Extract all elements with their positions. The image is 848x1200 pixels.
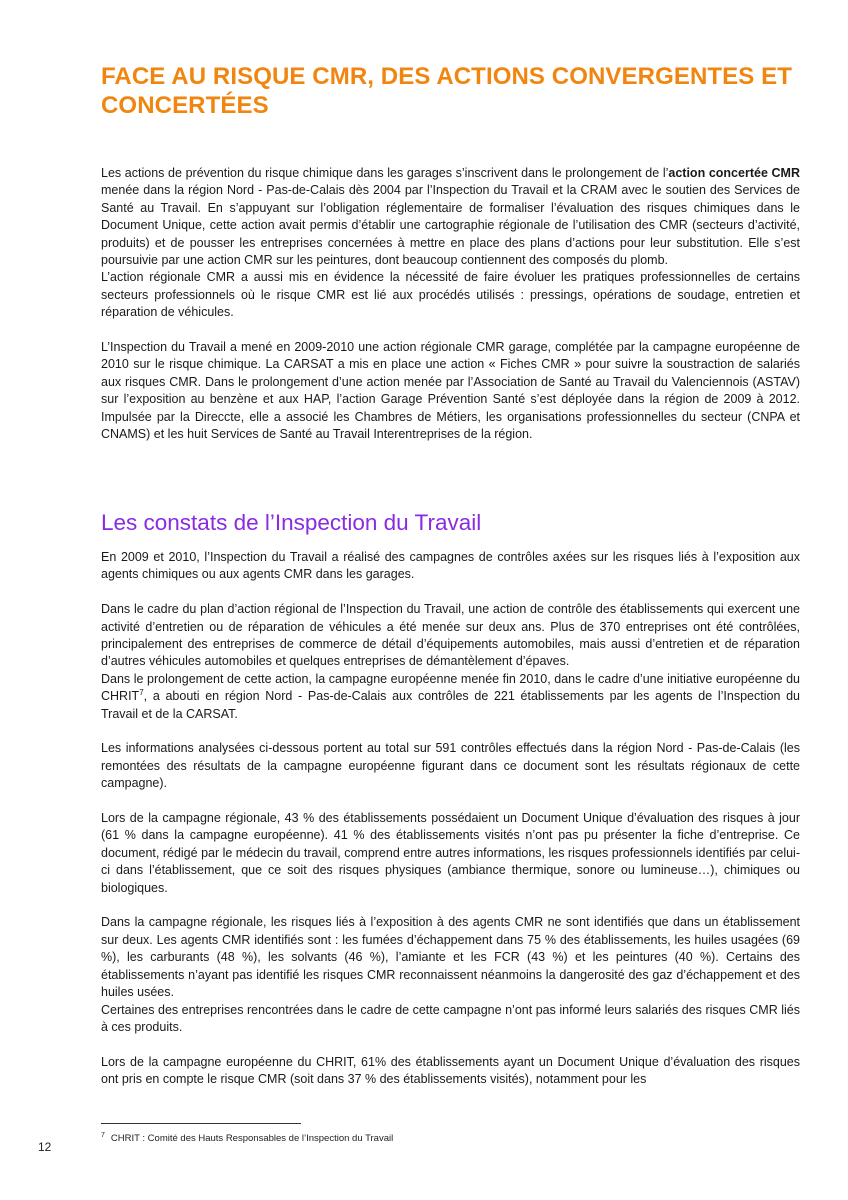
bold-term: action concertée CMR — [668, 166, 801, 180]
intro-text — [101, 165, 800, 461]
section-text — [101, 549, 800, 1089]
page-title: FACE AU RISQUE CMR, DES ACTIONS CONVERGENTES ET CONCERTÉES — [101, 63, 792, 119]
section-paragraph-1: En 2009 et 2010, l’Inspection du Travail a réalisé des campagnes de contrôles axées sur les risques liés à l’exposition aux agents chimiques ou aux agents CMR dans les garages. — [101, 550, 800, 582]
footnote-text: CHRIT : Comité des Hauts Responsables de l’Inspection du Travail — [110, 1133, 394, 1145]
section-title: Les constats de l’Inspection du Travail — [101, 510, 482, 535]
footnote-mark: 7 — [101, 1132, 105, 1139]
section-paragraph-4: Les informations analysées ci-dessous portent au total sur 591 contrôles effectués dans la région Nord - Pas-de-Calais (les remontées des résultats de la campagne européenne figurant dans ce document sont les résultats régionaux de cette campagne). — [101, 741, 800, 791]
page-number: 12 — [38, 1140, 52, 1154]
section-paragraph-7: Certaines des entreprises rencontrées dans le cadre de cette campagne n’ont pas informé leurs salariés des risques CMR liés à ces produits. — [101, 1002, 800, 1034]
intro-paragraph-3: L’Inspection du Travail a mené en 2009-2010 une action régionale CMR garage, complétée par la campagne européenne de 2010 sur le risque chimique. La CARSAT a mis en place une action « Fiches CMR » pour suivre la soustraction de salariés aux risques CMR. Dans le prolongement d’une action menée par l’Association de Santé au Travail du Valenciennois (ASTAV) sur l’exposition au benzène et aux HAP, l’action Garage Prévention Santé s’est déployée dans la région de 2009 à 2012. Impulsée par la Direccte, elle a associé les Chambres de Métiers, les organisations professionnelles du secteur (CNPA et CNAMS) et les huit Services de Santé au Travail Interentreprises de la région. — [101, 340, 800, 442]
footnote-divider — [101, 1123, 301, 1124]
section-paragraph-8: Lors de la campagne européenne du CHRIT, 61% des établissements ayant un Document Unique d’évaluation des risques ont pris en compte le risque CMR (soit dans 37 % des établissements visités), notamment pour les — [101, 1054, 800, 1087]
section-paragraph-5: Lors de la campagne régionale, 43 % des établissements possédaient un Document Unique d’évaluation des risques à jour (61 % dans la campagne européenne). 41 % des établissements visités n’ont pas pu présenter la fiche d’entreprise. Ce document, rédigé par le médecin du travail, comprend entre autres informations, les risques professionnels identifiés par celui-ci dans l’établissement, que ce soit des risques physiques (ambiance thermique, sonore ou lumineuse…), chimiques ou biologiques. — [101, 811, 800, 895]
intro-paragraph-1: Les actions de prévention du risque chimique dans les garages s’inscrivent dans le prolongement de l’action concertée CMR menée dans la région Nord - Pas-de-Calais dès 2004 par l’Inspection du Travail et la CRAM avec le soutien des Services de Santé au Travail. En s’appuyant sur l’obligation réglementaire de formaliser l’évaluation des risques chimiques dans le Document Unique, cette action avait permis d’établir une cartographie régionale de l’utilisation des CMR (secteurs d’activité, produits) et de pousser les entreprises concernées à mettre en place des plans d’actions pour leur substitution. Elle s’est poursuivie par une action CMR sur les peintures, dont beaucoup contiennent des composés du plomb. — [101, 166, 801, 268]
footnote — [101, 1130, 393, 1145]
section-paragraph-3: Dans le prolongement de cette action, la campagne européenne menée fin 2010, dans le cadre d’une initiative européenne du CHRIT$^7$, a abouti en région Nord - Pas-de-Calais aux contrôles de 221 établissements par les agents de l’Inspection du Travail et de la CARSAT. — [101, 671, 800, 721]
footnote-reference: 7 — [139, 688, 144, 698]
section-paragraph-2: Dans le cadre du plan d’action régional de l’Inspection du Travail, une action de contrôle des établissements qui exercent une activité d’entretien ou de réparation de véhicules a été menée sur deux ans. Plus de 370 entreprises ont été contrôlées, principalement des entreprises de commerce de détail d’équipements automobiles, mais aussi d’entretien et de réparation d’autres véhicules automobiles et quelques entreprises de démantèlement d’épaves. — [101, 602, 800, 669]
section-paragraph-6: Dans la campagne régionale, les risques liés à l’exposition à des agents CMR ne sont identifiés que dans un établissement sur deux. Les agents CMR identifiés sont : les fumées d’échappement dans 75 % des établissements, les huiles usagées (69 %), les carburants (48 %), les solvants (46 %), l’amiante et les FCR (43 %) et les peintures (40 %). Certains des établissements n’ayant pas identifié les risques CMR reconnaissent néanmoins la dangerosité des gaz d’échappement et des huiles usées. — [101, 915, 800, 1000]
intro-paragraph-2: L’action régionale CMR a aussi mis en évidence la nécessité de faire évoluer les pratiques professionnelles de certains secteurs professionnels où le risque CMR est lié aux procédés utilisés : pressings, opérations de soudage, entretien et réparation de véhicules. — [101, 270, 800, 320]
